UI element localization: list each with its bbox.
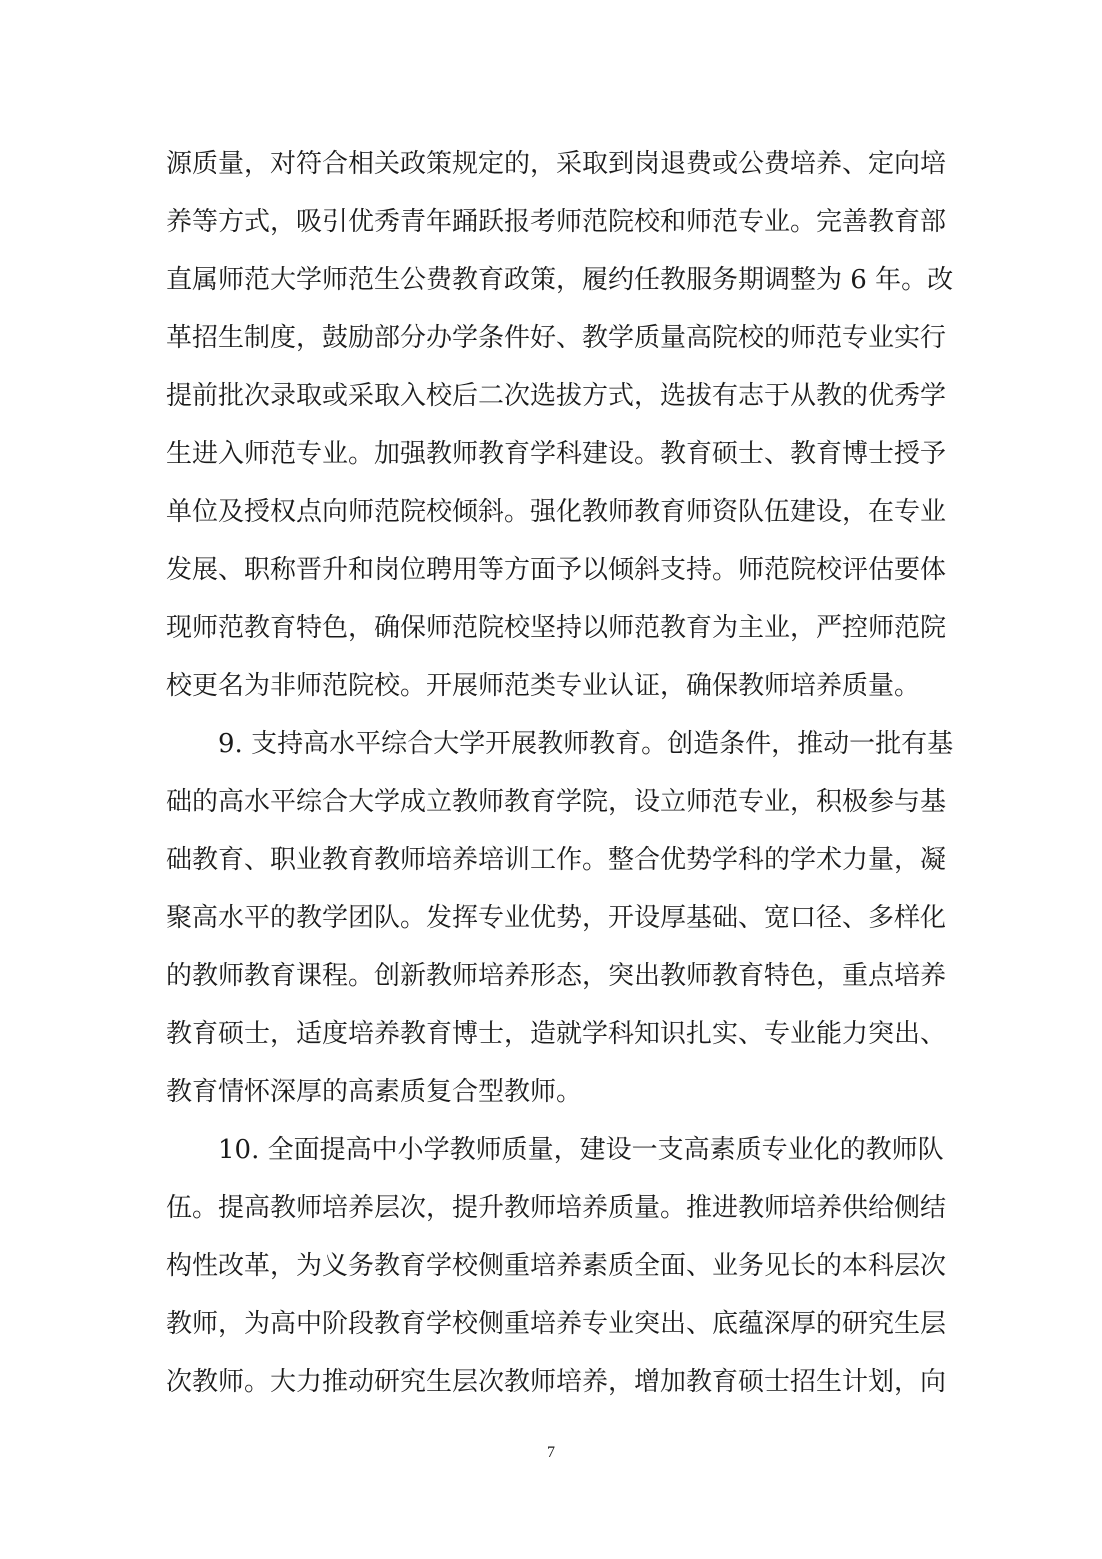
text-line: 直属师范大学师范生公费教育政策，履约任教服务期调整为 6 年。改 xyxy=(166,265,954,295)
text-line: 教育硕士，适度培养教育博士，造就学科知识扎实、专业能力突出、 xyxy=(166,1019,947,1049)
text-line: 础教育、职业教育教师培养培训工作。整合优势学科的学术力量，凝 xyxy=(166,845,947,875)
text-line: 发展、职称晋升和岗位聘用等方面予以倾斜支持。师范院校评估要体 xyxy=(166,555,947,585)
body-text xyxy=(166,135,954,1411)
text-line: 础的高水平综合大学成立教师教育学院，设立师范专业，积极参与基 xyxy=(166,787,947,817)
text-line: 提前批次录取或采取入校后二次选拔方式，选拔有志于从教的优秀学 xyxy=(166,381,947,411)
text-line: 养等方式，吸引优秀青年踊跃报考师范院校和师范专业。完善教育部 xyxy=(166,207,947,237)
text-line: 现师范教育特色，确保师范院校坚持以师范教育为主业，严控师范院 xyxy=(166,613,947,643)
text-line: 生进入师范专业。加强教师教育学科建设。教育硕士、教育博士授予 xyxy=(166,439,947,469)
text-line: 聚高水平的教学团队。发挥专业优势，开设厚基础、宽口径、多样化 xyxy=(166,903,947,933)
paragraph-start-line: 9. 支持高水平综合大学开展教师教育。创造条件，推动一批有基 xyxy=(218,729,954,759)
text-line: 次教师。大力推动研究生层次教师培养，增加教育硕士招生计划，向 xyxy=(166,1367,947,1397)
paragraph-start-line: 10. 全面提高中小学教师质量，建设一支高素质专业化的教师队 xyxy=(218,1135,944,1165)
text-line: 源质量，对符合相关政策规定的，采取到岗退费或公费培养、定向培 xyxy=(166,149,947,179)
text-line: 构性改革，为义务教育学校侧重培养素质全面、业务见长的本科层次 xyxy=(166,1251,947,1281)
text-line: 革招生制度，鼓励部分办学条件好、教学质量高院校的师范专业实行 xyxy=(166,323,947,353)
text-line: 的教师教育课程。创新教师培养形态，突出教师教育特色，重点培养 xyxy=(166,961,947,991)
paragraph-end-line: 校更名为非师范院校。开展师范类专业认证，确保教师培养质量。 xyxy=(166,671,921,701)
paragraph-end-line: 教育情怀深厚的高素质复合型教师。 xyxy=(166,1077,583,1107)
page-number: 7 xyxy=(547,1444,555,1461)
text-line: 教师，为高中阶段教育学校侧重培养专业突出、底蕴深厚的研究生层 xyxy=(166,1309,947,1339)
text-line: 伍。提高教师培养层次，提升教师培养质量。推进教师培养供给侧结 xyxy=(166,1193,947,1223)
text-line: 单位及授权点向师范院校倾斜。强化教师教育师资队伍建设，在专业 xyxy=(166,497,947,527)
